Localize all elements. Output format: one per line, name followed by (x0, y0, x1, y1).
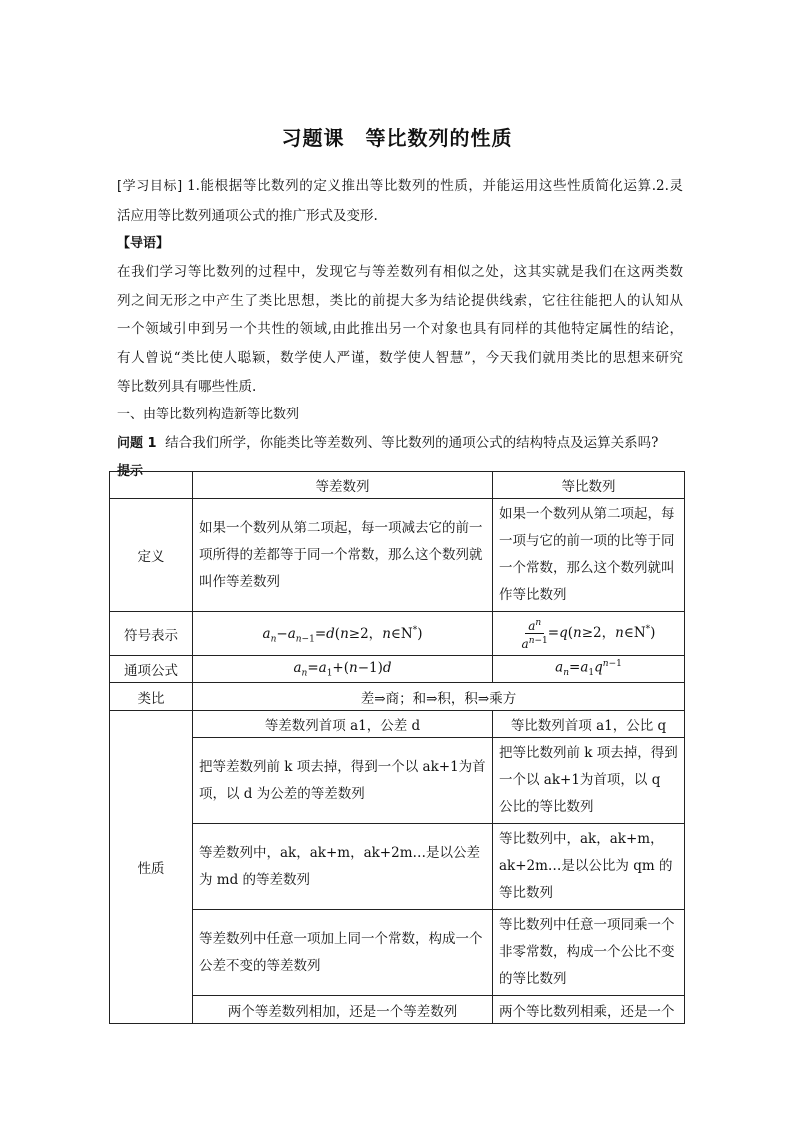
def-arith-cell: 如果一个数列从第二项起，每一项减去它的前一项所得的差都等于同一个常数，那么这个数列就叫作等差数列 (193, 499, 493, 612)
table-row (110, 824, 685, 910)
header-cell-arith: 等差数列 (193, 472, 493, 499)
analogy-cell: 差⇒商；和⇒积，积⇒乘方 (193, 683, 685, 711)
objectives-line2: 活应用等比数列通项公式的推广形式及变形. (117, 207, 378, 224)
intro-line: 等比数列具有哪些性质. (117, 378, 257, 395)
prop-head-arith: 等差数列首项 a1，公差 d (193, 711, 493, 738)
prop1-geo: 把等比数列前 k 项去掉，得到一个以 ak+1为首项，以 q 公比的等比数列 (493, 738, 685, 824)
general-arith-formula: $a_n=a_1+(n-1)d$ (193, 656, 493, 683)
hint-label: 提示 (117, 464, 144, 480)
header-cell-geo: 等比数列 (493, 472, 685, 499)
question-label: 问题 1 (117, 436, 157, 452)
row-label-analogy: 类比 (110, 683, 193, 711)
prop3-geo: 等比数列中任意一项同乘一个非零常数，构成一个公比不变的等比数列 (493, 910, 685, 996)
table-row (110, 612, 685, 656)
def-geo-cell: 如果一个数列从第二项起，每一项与它的前一项的比等于同一个常数，那么这个数列就叫作等比数列 (493, 499, 685, 612)
prop4-geo: 两个等比数列相乘，还是一个 (493, 996, 685, 1024)
content (117, 172, 683, 486)
page-title: 习题课 等比数列的性质 (281, 126, 513, 150)
table-row (110, 996, 685, 1024)
general-geo-formula: $a_n=a_1q^{n-1}$ (493, 656, 685, 683)
table-row (110, 472, 685, 499)
table-row (110, 683, 685, 711)
prop3-arith: 等差数列中任意一项加上同一个常数，构成一个公差不变的等差数列 (193, 910, 493, 996)
row-label-general: 通项公式 (110, 656, 193, 683)
intro-label: 【导语】 (117, 236, 170, 252)
prop2-geo: 等比数列中，ak，ak+m，ak+2m…是以公比为 qm 的等比数列 (493, 824, 685, 910)
table-row (110, 910, 685, 996)
question-1 (117, 429, 683, 458)
intro-line: 在我们学习等比数列的过程中，发现它与等差数列有相似之处，这其实就是我们在这两类数 (117, 264, 683, 281)
intro-line: 一个领域引申到另一个共性的领域,由此推出另一个对象也具有同样的其他特定属性的结论， (117, 321, 683, 338)
ratio-fraction: $\frac{a^n}{a^{n-1}}$ (521, 618, 548, 651)
intro-paragraph (117, 258, 683, 401)
prop-head-geo: 等比数列首项 a1，公比 q (493, 711, 685, 738)
prop4-arith: 两个等差数列相加，还是一个等差数列 (193, 996, 493, 1024)
symbol-geo-formula: $\frac{a^n}{a^{n-1}}$ =q(n≥2，n∈N*) (493, 612, 685, 656)
section-heading: 一、由等比数列构造新等比数列 (117, 407, 300, 423)
row-label-symbol: 符号表示 (110, 612, 193, 656)
prop2-arith: 等差数列中，ak，ak+m，ak+2m…是以公差为 md 的等差数列 (193, 824, 493, 910)
row-label-property: 性质 (110, 711, 193, 1024)
table-row (110, 711, 685, 738)
objectives-label: [学习目标] (117, 179, 183, 194)
question-text: 结合我们所学，你能类比等差数列、等比数列的通项公式的结构特点及运算关系吗? (165, 435, 659, 452)
header-cell-empty (110, 472, 193, 499)
intro-line: 列之间无形之中产生了类比思想，类比的前提大多为结论提供线索，它往往能把人的认知从 (117, 292, 683, 309)
objectives-line1: 1.能根据等比数列的定义推出等比数列的性质，并能运用这些性质简化运算.2.灵 (187, 178, 684, 194)
comparison-table (109, 471, 685, 1024)
row-label-definition: 定义 (110, 499, 193, 612)
objectives (117, 172, 683, 230)
table-row (110, 656, 685, 683)
table-row (110, 738, 685, 824)
table-row (110, 499, 685, 612)
intro-line: 有人曾说“类比使人聪颖，数学使人严谨，数学使人智慧”，今天我们就用类比的思想来研究 (117, 349, 683, 366)
symbol-arith-formula: $a_n-a_{n-1}=d(n\ge 2$，n∈N*) (193, 612, 493, 656)
prop1-arith: 把等差数列前 k 项去掉，得到一个以 ak+1为首项，以 d 为公差的等差数列 (193, 738, 493, 824)
